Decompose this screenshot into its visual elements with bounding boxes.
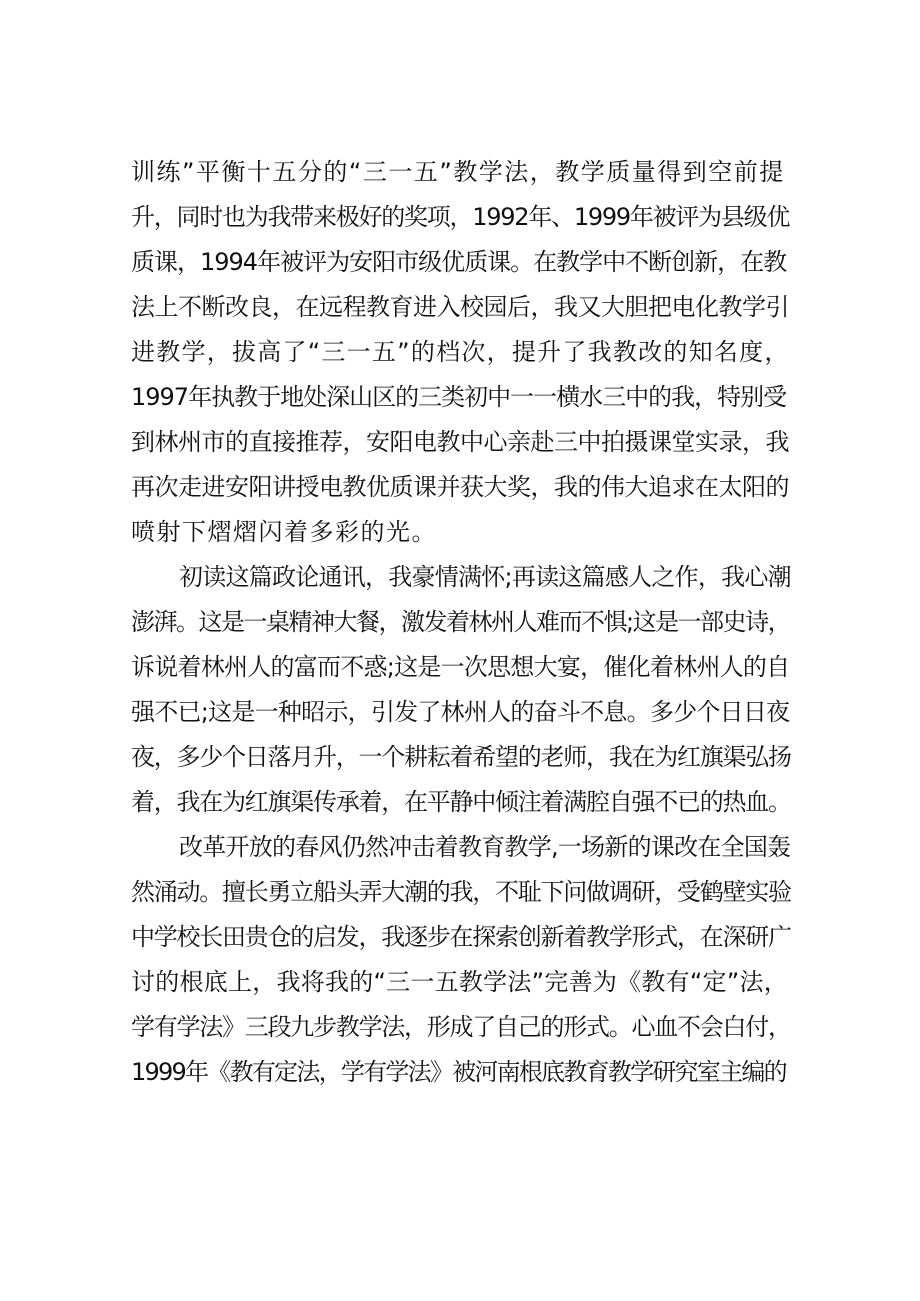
paragraph-line: 到林州市的直接推荐，安阳电教中心亲赴三中拍摄课堂实录，我 [131, 428, 789, 456]
paragraph-line: 1997年执教于地处深山区的三类初中一一横水三中的我，特别受 [131, 383, 787, 411]
paragraph-line: 1999年《教有定法，学有学法》被河南根底教育教学研究室主编的 [131, 1058, 786, 1086]
paragraph-line: 喷射下熠熠闪着多彩的光。 [131, 518, 437, 546]
paragraph-line: 训练”平衡十五分的“三一五”教学法，教学质量得到空前提 [131, 158, 785, 186]
paragraph-line: 进教学，拔高了“三一五”的档次，提升了我教改的知名度， [131, 338, 790, 366]
paragraph-line: 再次走进安阳讲授电教优质课并获大奖，我的伟大追求在太阳的 [131, 473, 789, 501]
paragraph-line: 中学校长田贵仓的启发，我逐步在探索创新着教学形式，在深研广 [131, 923, 791, 951]
paragraph-line: 澎湃。这是一桌精神大餐，激发着林州人难而不惧;这是一部史诗， [131, 608, 791, 636]
paragraph-line: 诉说着林州人的富而不惑;这是一次思想大宴，催化着林州人的自 [131, 653, 790, 681]
paragraph-line: 学有学法》三段九步教学法，形成了自己的形式。心血不会白付， [131, 1013, 791, 1041]
paragraph-line: 讨的根底上，我将我的“三一五教学法”完善为《教有“定”法， [131, 968, 788, 996]
paragraph-line: 着，我在为红旗渠传承着，在平静中倾注着满腔自强不已的热血。 [131, 788, 791, 816]
paragraph-line: 强不已;这是一种昭示，引发了林州人的奋斗不息。多少个日日夜 [131, 698, 790, 726]
paragraph-line: 升，同时也为我带来极好的奖项，1992年、1999年被评为县级优 [131, 203, 790, 231]
paragraph-line: 质课，1994年被评为安阳市级优质课。在教学中不断创新，在教 [131, 248, 787, 276]
paragraph-line: 法上不断改良，在远程教育进入校园后，我又大胆把电化教学引 [131, 293, 789, 321]
paragraph-line: 改革开放的春风仍然冲击着教育教学,一场新的课改在全国轰 [179, 833, 791, 861]
paragraph-line: 初读这篇政论通讯，我豪情满怀;再读这篇感人之作，我心潮 [179, 563, 791, 591]
paragraph-line: 然涌动。擅长勇立船头弄大潮的我，不耻下问做调研，受鹤壁实验 [131, 878, 791, 906]
paragraph-line: 夜，多少个日落月升，一个耕耘着希望的老师，我在为红旗渠弘扬 [131, 743, 791, 771]
